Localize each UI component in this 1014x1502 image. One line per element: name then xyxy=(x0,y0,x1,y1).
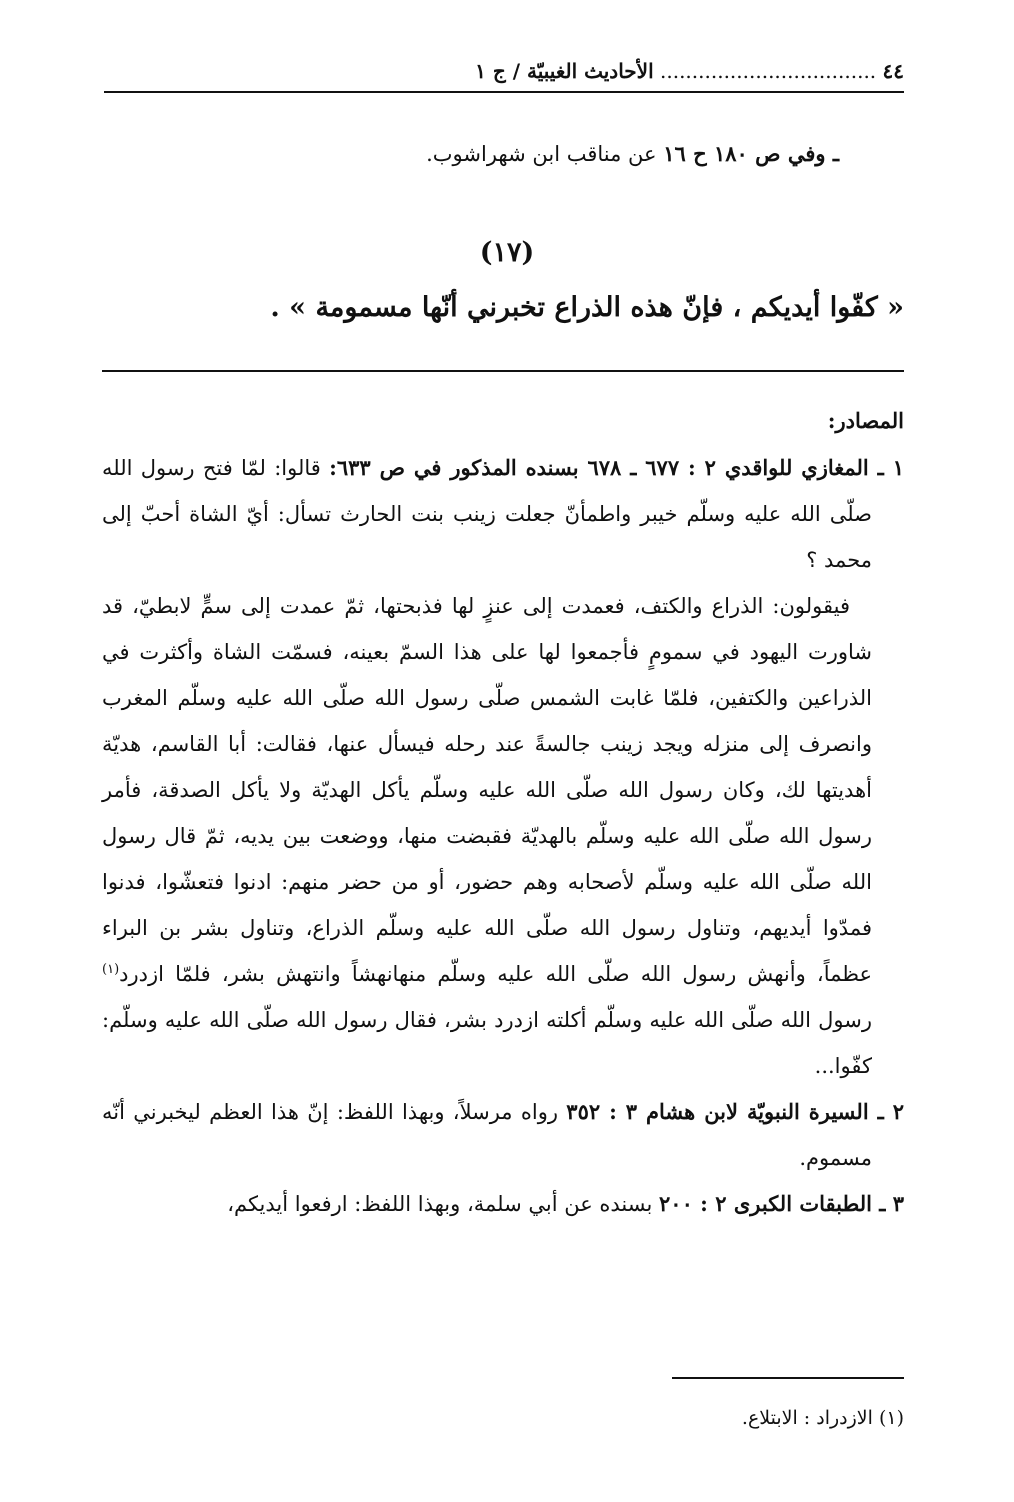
source-entry-2 xyxy=(102,1089,904,1181)
paragraph-text-before-footnote: فيقولون: الذراع والكتف، فعمدت إلى عنزٍ لها فذبحتها، ثمّ عمدت إلى سمٍّ لابطيّ، قد شاورت اليهود في سمومٍ فأجمعوا لها على هذا السمّ بعينه، فسمّت الشاة وأكثرت في الذراعين والكتفين، فلمّا غابت الشمس صلّى رسول الله صلّى الله عليه وسلّم المغرب وانصرف إلى منزله ويجد زينب جالسةً عند رحله فيسأل عنها، فقالت: أبا القاسم، هديّة أهديتها لك، وكان رسول الله صلّى الله عليه وسلّم يأكل الهديّة ولا يأكل الصدقة، فأمر رسول الله صلّى الله عليه وسلّم بالهديّة فقبضت منها، ووضعت بين يديه، ثمّ قال رسول الله صلّى الله عليه وسلّم لأصحابه وهم حضور، أو من حضر منهم: ادنوا فتعشّوا، فدنوا فمدّوا أيديهم، وتناول رسول الله صلّى الله عليه وسلّم الذراع، وتناول بشر بن البراء عظماً، وأنهش رسول الله صلّى الله عليه وسلّم منهانهشاً وانتهش بشر، فلمّا ازدرد xyxy=(102,594,872,986)
footnote: (١) الازدراد : الابتلاع. xyxy=(741,1407,904,1429)
source-entry-3-text: بسنده عن أبي سلمة، وبهذا اللفظ: ارفعوا أيديكم، xyxy=(227,1192,660,1216)
source-entry-2-text: رواه مرسلاً، وبهذا اللفظ: إنّ هذا العظم ليخبرني أنّه مسموم. xyxy=(102,1100,872,1170)
footnote-divider xyxy=(672,1377,904,1379)
source-entry-1-text: قالوا: لمّا فتح رسول الله صلّى الله عليه وسلّم خيبر واطمأنّ جعلت زينب بنت الحارث تسأل: أيّ الشاة أحبّ إلى محمد ؟ xyxy=(102,456,872,572)
page-number: ٤٤ xyxy=(882,59,904,83)
book-title: الأحاديث الغيبيّة / ج ١ xyxy=(475,59,654,83)
source-entry-1-paragraph xyxy=(102,583,904,1089)
source-entry-1-citation: ١ ـ المغازي للواقدي ٢ : ٦٧٧ ـ ٦٧٨ بسنده المذكور في ص ٦٣٣: xyxy=(329,455,905,480)
hadith-text: « كفّوا أيديكم ، فإنّ هذه الذراع تخبرني أنّها مسمومة » . xyxy=(270,292,904,323)
intro-line xyxy=(426,136,839,172)
leader-dots: .................................. xyxy=(660,59,877,83)
intro-reference: ـ وفي ص ١٨٠ ح ١٦ xyxy=(663,141,839,166)
sources-heading: المصادر: xyxy=(827,408,904,433)
source-entry-1 xyxy=(102,445,904,583)
source-entry-3 xyxy=(102,1181,904,1227)
running-header xyxy=(104,55,904,93)
source-entry-3-citation: ٣ ـ الطبقات الكبرى ٢ : ٢٠٠ xyxy=(659,1191,904,1216)
sources-list xyxy=(102,445,904,1227)
paragraph-text-after-footnote: رسول الله صلّى الله عليه وسلّم أكلته ازدرد بشر، فقال رسول الله صلّى الله عليه وسلّم: كفّوا... xyxy=(102,1008,872,1078)
intro-text: عن مناقب ابن شهراشوب. xyxy=(426,142,664,166)
source-entry-2-citation: ٢ ـ السيرة النبويّة لابن هشام ٣ : ٣٥٢ xyxy=(566,1099,904,1124)
section-divider xyxy=(102,370,904,372)
footnote-reference[interactable]: (١) xyxy=(102,962,120,977)
hadith-number: (١٧) xyxy=(479,237,535,268)
